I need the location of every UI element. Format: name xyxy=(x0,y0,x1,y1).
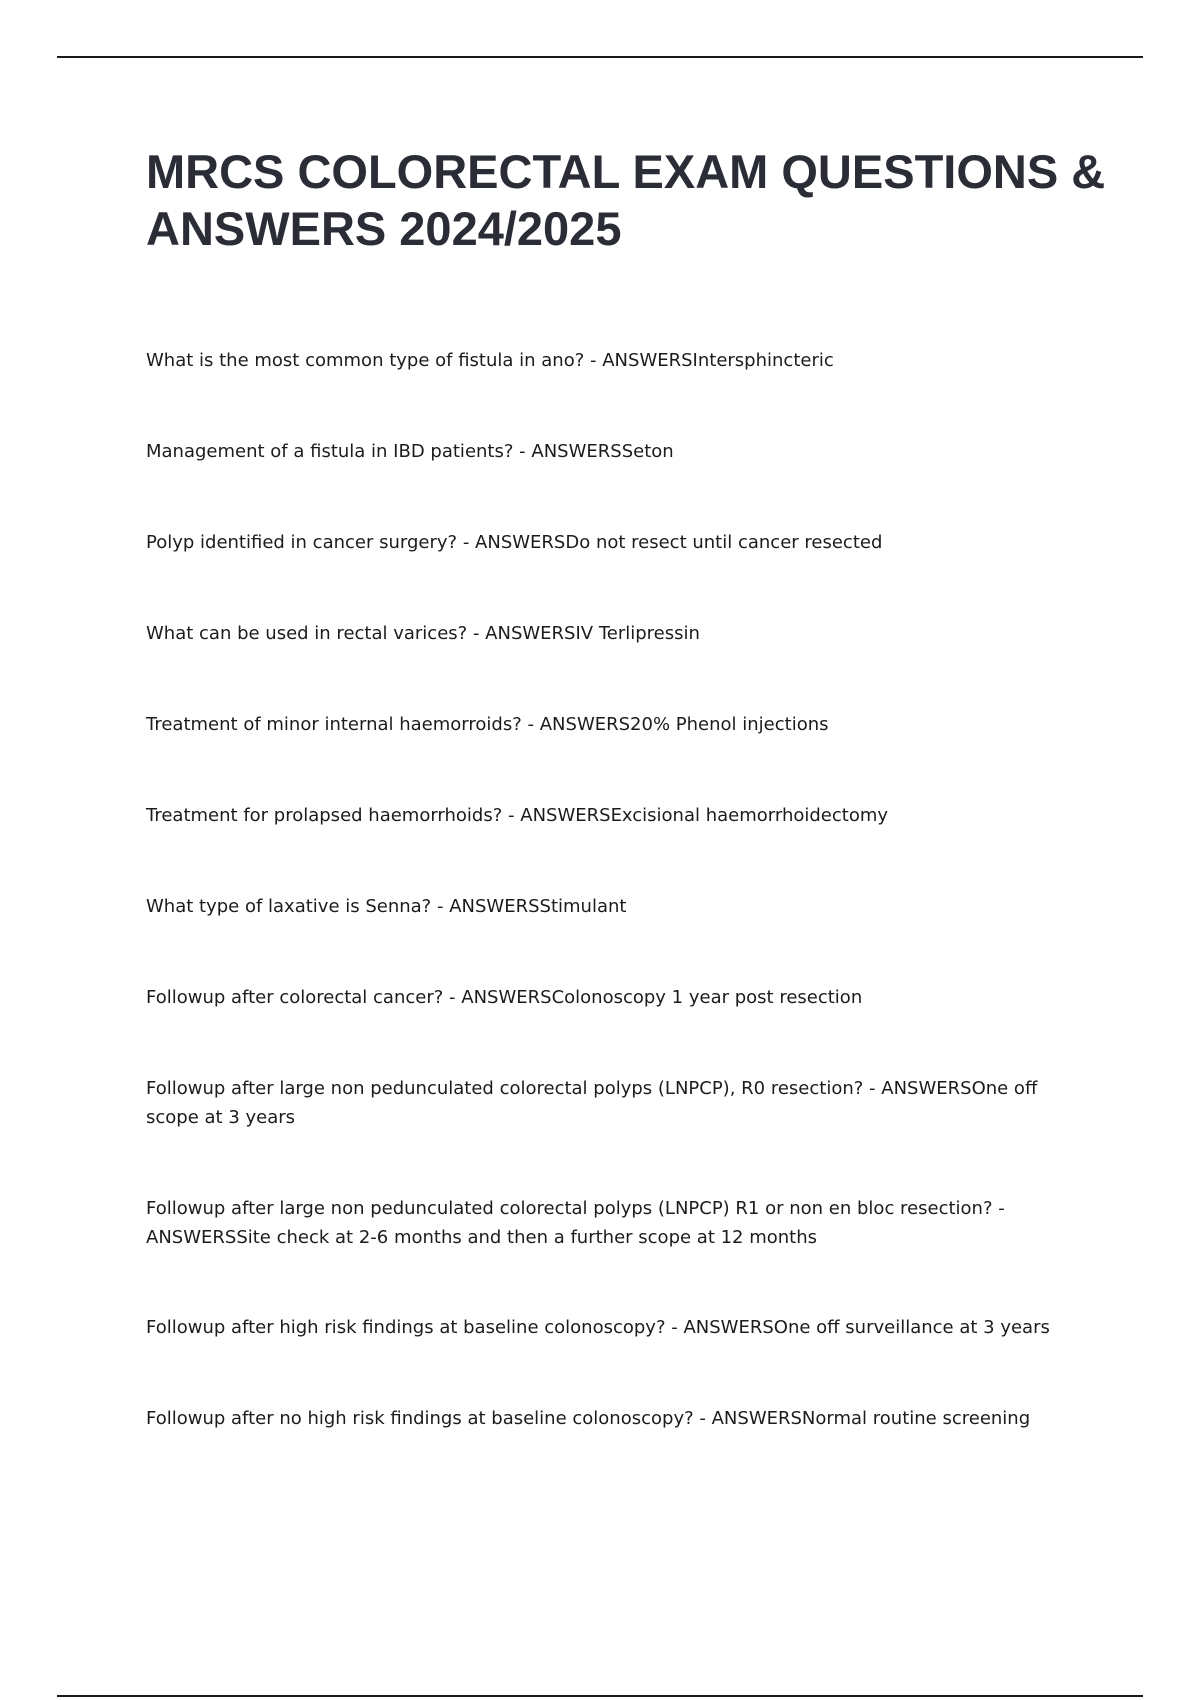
question-text: Followup after colorectal cancer? xyxy=(146,987,444,1008)
separator: - xyxy=(443,987,462,1008)
answer-text: Excisional haemorrhoidectomy xyxy=(610,805,889,826)
separator: - xyxy=(992,1198,1005,1219)
answer-text: 20% Phenol injections xyxy=(630,714,829,735)
answer-text: Seton xyxy=(621,441,674,462)
separator: - xyxy=(521,714,540,735)
answer-marker: ANSWERS xyxy=(146,1227,237,1248)
answer-text: Do not resect until cancer resected xyxy=(565,532,883,553)
separator: - xyxy=(584,350,603,371)
answer-marker: ANSWERS xyxy=(485,623,576,644)
separator: - xyxy=(665,1317,684,1338)
question-text: Treatment of minor internal haemorroids? xyxy=(146,714,522,735)
question-text: Polyp identified in cancer surgery? xyxy=(146,532,458,553)
qa-item-1 xyxy=(146,346,1066,375)
answer-marker: ANSWERS xyxy=(531,441,622,462)
document-title: MRCS COLORECTAL EXAM QUESTIONS & ANSWERS 2024/2025 xyxy=(146,145,1106,255)
answer-marker: ANSWERS xyxy=(475,532,566,553)
qa-item-11 xyxy=(146,1313,1066,1342)
answer-marker: ANSWERS xyxy=(881,1078,972,1099)
answer-text: Site check at 2-6 months and then a further scope at 12 months xyxy=(236,1227,818,1248)
answer-marker: ANSWERS xyxy=(683,1317,774,1338)
answer-marker: ANSWERS xyxy=(449,896,540,917)
question-text: What is the most common type of fistula in ano? xyxy=(146,350,585,371)
answer-marker: ANSWERS xyxy=(602,350,693,371)
separator: - xyxy=(863,1078,882,1099)
qa-item-4 xyxy=(146,619,1066,648)
question-text: Followup after high risk findings at baseline colonoscopy? xyxy=(146,1317,666,1338)
answer-marker: ANSWERS xyxy=(461,987,552,1008)
answer-text: Colonoscopy 1 year post resection xyxy=(551,987,863,1008)
answer-text: Stimulant xyxy=(539,896,627,917)
answer-text: One off scope at 3 years xyxy=(146,1078,1038,1128)
answer-text: Normal routine screening xyxy=(801,1408,1031,1429)
separator: - xyxy=(467,623,486,644)
question-text: Followup after large non pedunculated colorectal polyps (LNPCP) R1 or non en bloc resection? xyxy=(146,1198,993,1219)
question-text: What can be used in rectal varices? xyxy=(146,623,468,644)
answer-marker: ANSWERS xyxy=(711,1408,802,1429)
top-rule xyxy=(57,56,1143,58)
qa-item-8 xyxy=(146,983,1066,1012)
qa-item-12 xyxy=(146,1404,1066,1433)
separator: - xyxy=(693,1408,712,1429)
question-text: Followup after no high risk findings at baseline colonoscopy? xyxy=(146,1408,694,1429)
qa-item-6 xyxy=(146,801,1066,830)
separator: - xyxy=(502,805,521,826)
question-text: Management of a fistula in IBD patients? xyxy=(146,441,514,462)
separator: - xyxy=(513,441,532,462)
qa-item-9 xyxy=(146,1074,1066,1132)
separator: - xyxy=(457,532,476,553)
separator: - xyxy=(431,896,450,917)
answer-marker: ANSWERS xyxy=(539,714,631,735)
answer-text: IV Terlipressin xyxy=(575,623,700,644)
qa-item-7 xyxy=(146,892,1066,921)
answer-marker: ANSWERS xyxy=(520,805,611,826)
question-text: Followup after large non pedunculated colorectal polyps (LNPCP), R0 resection? xyxy=(146,1078,864,1099)
qa-item-10 xyxy=(146,1194,1066,1252)
qa-item-3 xyxy=(146,528,1066,557)
question-text: What type of laxative is Senna? xyxy=(146,896,432,917)
qa-item-2 xyxy=(146,437,1066,466)
qa-item-5 xyxy=(146,710,1066,739)
answer-text: One off surveillance at 3 years xyxy=(773,1317,1050,1338)
question-text: Treatment for prolapsed haemorrhoids? xyxy=(146,805,503,826)
answer-text: Intersphincteric xyxy=(692,350,834,371)
bottom-rule xyxy=(57,1695,1143,1697)
